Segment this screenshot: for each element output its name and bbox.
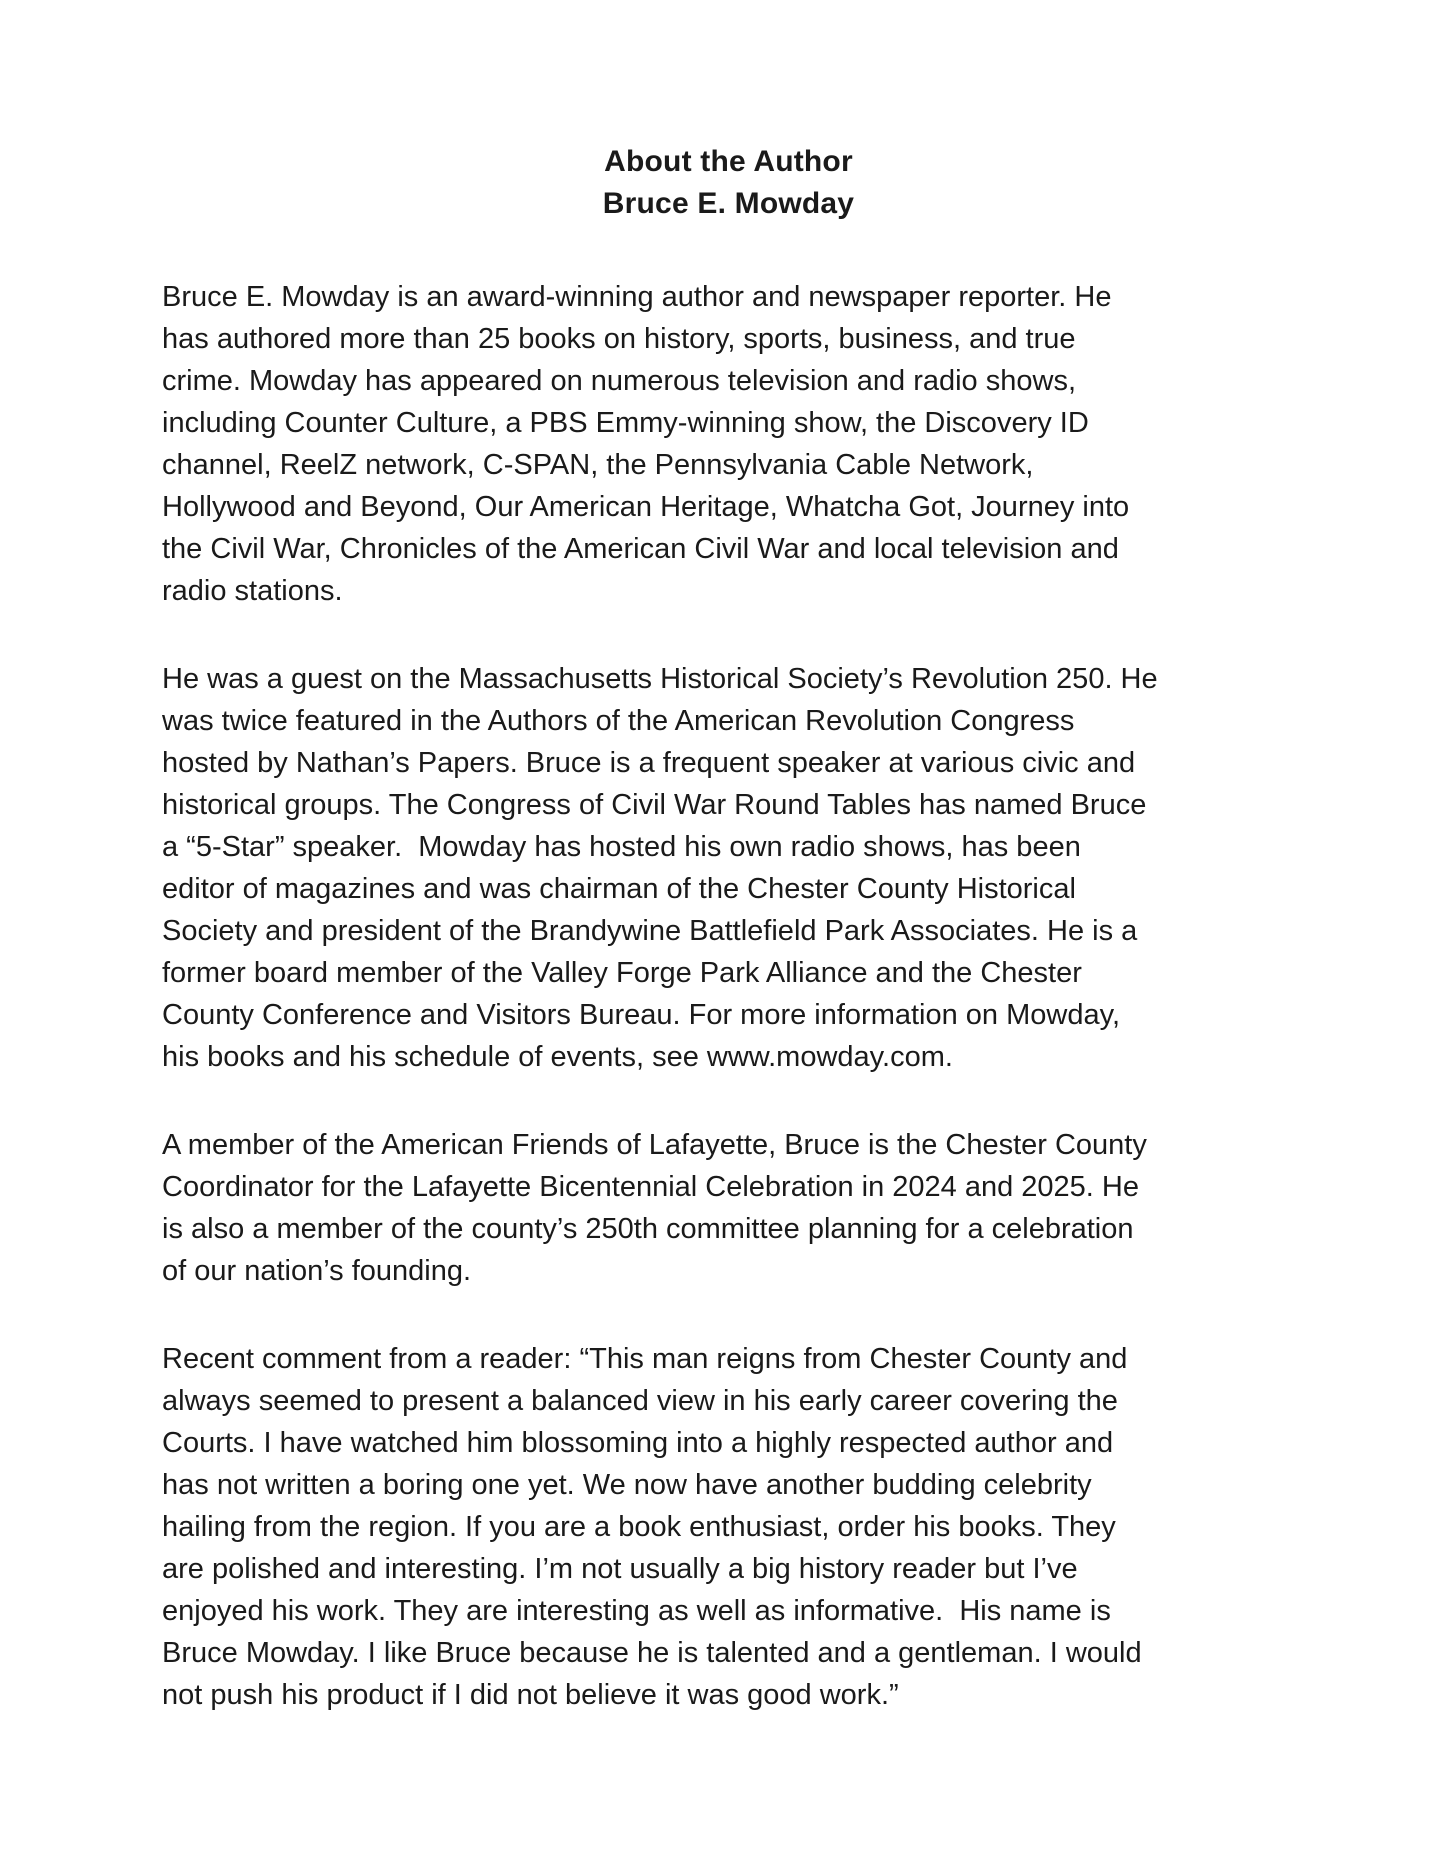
document-title-line2: Bruce E. Mowday (602, 187, 855, 220)
document-title-line1: About the Author (604, 145, 853, 178)
paragraph-speaking-career: He was a guest on the Massachusetts Historical Society’s Revolution 250. He was twice featured in the Authors of the American Revolution Congress hosted by Nathan’s Papers. Bruce is a frequent speaker at various civic and historical groups. The Congress of Civil War Round Tables has named Bruce a “5-Star” speaker. Mowday has hosted his own radio shows, has been editor of magazines and was chairman of the Chester County Historical Society and president of the Brandywine Battlefield Park Associates. He is a former board member of the Valley Forge Park Alliance and the Chester County Conference and Visitors Bureau. For more information on Mowday, his books and his schedule of events, see www.mowday.com. (162, 663, 1158, 1073)
paragraph-lafayette-membership: A member of the American Friends of Lafayette, Bruce is the Chester County Coordinator for the Lafayette Bicentennial Celebration in 2024 and 2025. He is also a member of the county’s 250th committee planning for a celebration of our nation’s founding. (162, 1129, 1147, 1287)
paragraph-reader-comment: Recent comment from a reader: “This man reigns from Chester County and always seemed to present a balanced view in his early career covering the Courts. I have watched him blossoming into a highly respected author and has not written a boring one yet. We now have another budding celebrity hailing from the region. If you are a book enthusiast, order his books. They are polished and interesting. I’m not usually a big history reader but I’ve enjoyed his work. They are interesting as well as informative. His name is Bruce Mowday. I like Bruce because he is talented and a gentleman. I would not push his product if I did not believe it was good work.” (162, 1343, 1142, 1711)
document-title (162, 141, 1295, 225)
document-body (162, 276, 1295, 1716)
paragraph-author-bio: Bruce E. Mowday is an award-winning author and newspaper reporter. He has authored more than 25 books on history, sports, business, and true crime. Mowday has appeared on numerous television and radio shows, including Counter Culture, a PBS Emmy-winning show, the Discovery ID channel, ReelZ network, C-SPAN, the Pennsylvania Cable Network, Hollywood and Beyond, Our American Heritage, Whatcha Got, Journey into the Civil War, Chronicles of the American Civil War and local television and radio stations. (162, 281, 1130, 607)
